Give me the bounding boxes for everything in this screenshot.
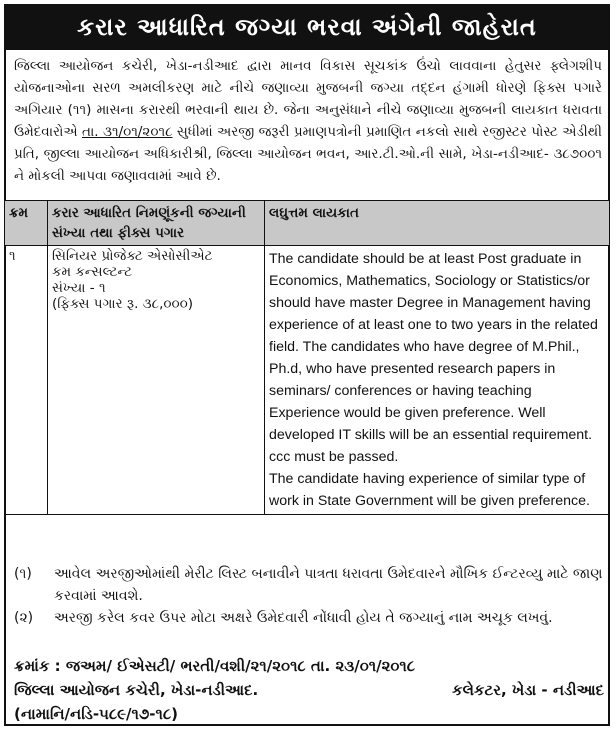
post-count: સંખ્યા - ૧ [52, 280, 106, 296]
notice-title: કરાર આધારિત જગ્યા ભરવા અંગેની જાહેરાત [4, 4, 610, 50]
post-name: સિનિયર પ્રોજેક્ટ એસોસીએટ [52, 248, 213, 264]
last-date: તા. ૩૧/૦૧/૨૦૧૮ [82, 124, 173, 140]
header-post: કરાર આધારિત નિમણૂંકની જગ્યાની સંખ્યા તથા ફીક્સ પગાર [48, 201, 265, 246]
table-row [5, 246, 610, 515]
notes-list [14, 563, 604, 629]
header-qualification: લઘુત્તમ લાયકાત [265, 201, 610, 246]
intro-text-start: જિલ્લા આયોજન કચેરી, ખેડા-નડીઆદ દ્વારા માનવ વિકાસ સૂચકાંક ઉંચો લાવવાના હેતુસર ફ્લેગશીપ યોજનાઓના સરળ અમલીકરણ માટે નીચે જણાવ્યા મુજબની જગ્યા તદ્દન હંગામી ધોરણે ફિક્સ પગારે અગિયાર (૧૧) માસના કરારથી ભરવાની થાય છે. જેના અનુસંધાને નીચે જણાવ્યા મુજબની લાયકાત ધરાવતા ઉમેદવારોએ [14, 58, 602, 140]
note-text: આવેલ અરજીઓમાંથી મેરીટ લિસ્ટ બનાવીને પાત્રતા ધરાવતા ઉમેદવારને મૌખિક ઈન્ટરવ્યુ માટે જાણ કરવામાં આવશે. [54, 566, 603, 604]
qualification-text: The candidate should be at least Post graduate in Economics, Mathematics, Sociology or Statistics/or should have master Degree in Management having experience of at least one to two years in the related field. The candidates who have degree of M.Phil., Ph.d, who have presented research papers in seminars/ conferences or having teaching Experience would be given preference. Well developed IT skills will be an essential requirement. ccc must be passed. [269, 251, 598, 465]
list-item [14, 563, 604, 607]
advert-code: (નામાનિ/નડિ-૫૮૯/૧૭-૧૮) [14, 705, 178, 723]
post-name-cont: કમ કન્સલ્ટન્ટ [52, 264, 133, 280]
qualification-cell [265, 246, 610, 515]
intro-paragraph [14, 55, 602, 187]
row-no: ૧ [5, 246, 48, 515]
note-number: (૨) [14, 610, 34, 626]
note-text: અરજી કરેલ કવર ઉપર મોટા અક્ષરે ઉમેદવારી નોંધાવી હોય તે જગ્યાનું નામ અચૂક લખવું. [54, 610, 553, 626]
notice-footer [14, 654, 604, 726]
office-name: જિલ્લા આયોજન કચેરી, ખેડા-નડીઆદ. [14, 681, 259, 699]
header-no: ક્રમ [5, 201, 48, 246]
reference-number: ક્રમાંક : જઅમ/ ઈએસટી/ ભરતી/વશી/૨૧/૨૦૧૮ તા. ૨૩/૦૧/૨૦૧૮ [14, 657, 416, 675]
list-item [14, 607, 604, 629]
table-header-row [5, 201, 610, 246]
signatory: કલેકટર, ખેડા - નડીઆદ [451, 681, 604, 699]
posts-table [4, 200, 610, 515]
note-number: (૧) [14, 566, 32, 582]
footer-row [14, 678, 604, 702]
post-salary: (ફિક્સ પગાર રૂ. ૩૮,૦૦૦) [52, 296, 194, 312]
post-cell [48, 246, 265, 515]
intro-text-end: સુધીમાં અરજી જરૂરી પ્રમાણપત્રોની પ્રમાણિત નકલો સાથે રજીસ્ટર પોસ્ટ એડીથી પ્રતિ, જીલ્લા આયોજન અધિકારીશ્રી, જિલ્લા આયોજન ભવન, આર.ટી.ઓ.ની સામે, ખેડા-નડીઆદ- ૩૮૭૦૦૧ ને મોકલી આપવા જણાવવામાં આવે છે. [14, 124, 602, 184]
qualification-preference: The candidate having experience of similar type of work in State Government will be given preference. [269, 471, 590, 509]
